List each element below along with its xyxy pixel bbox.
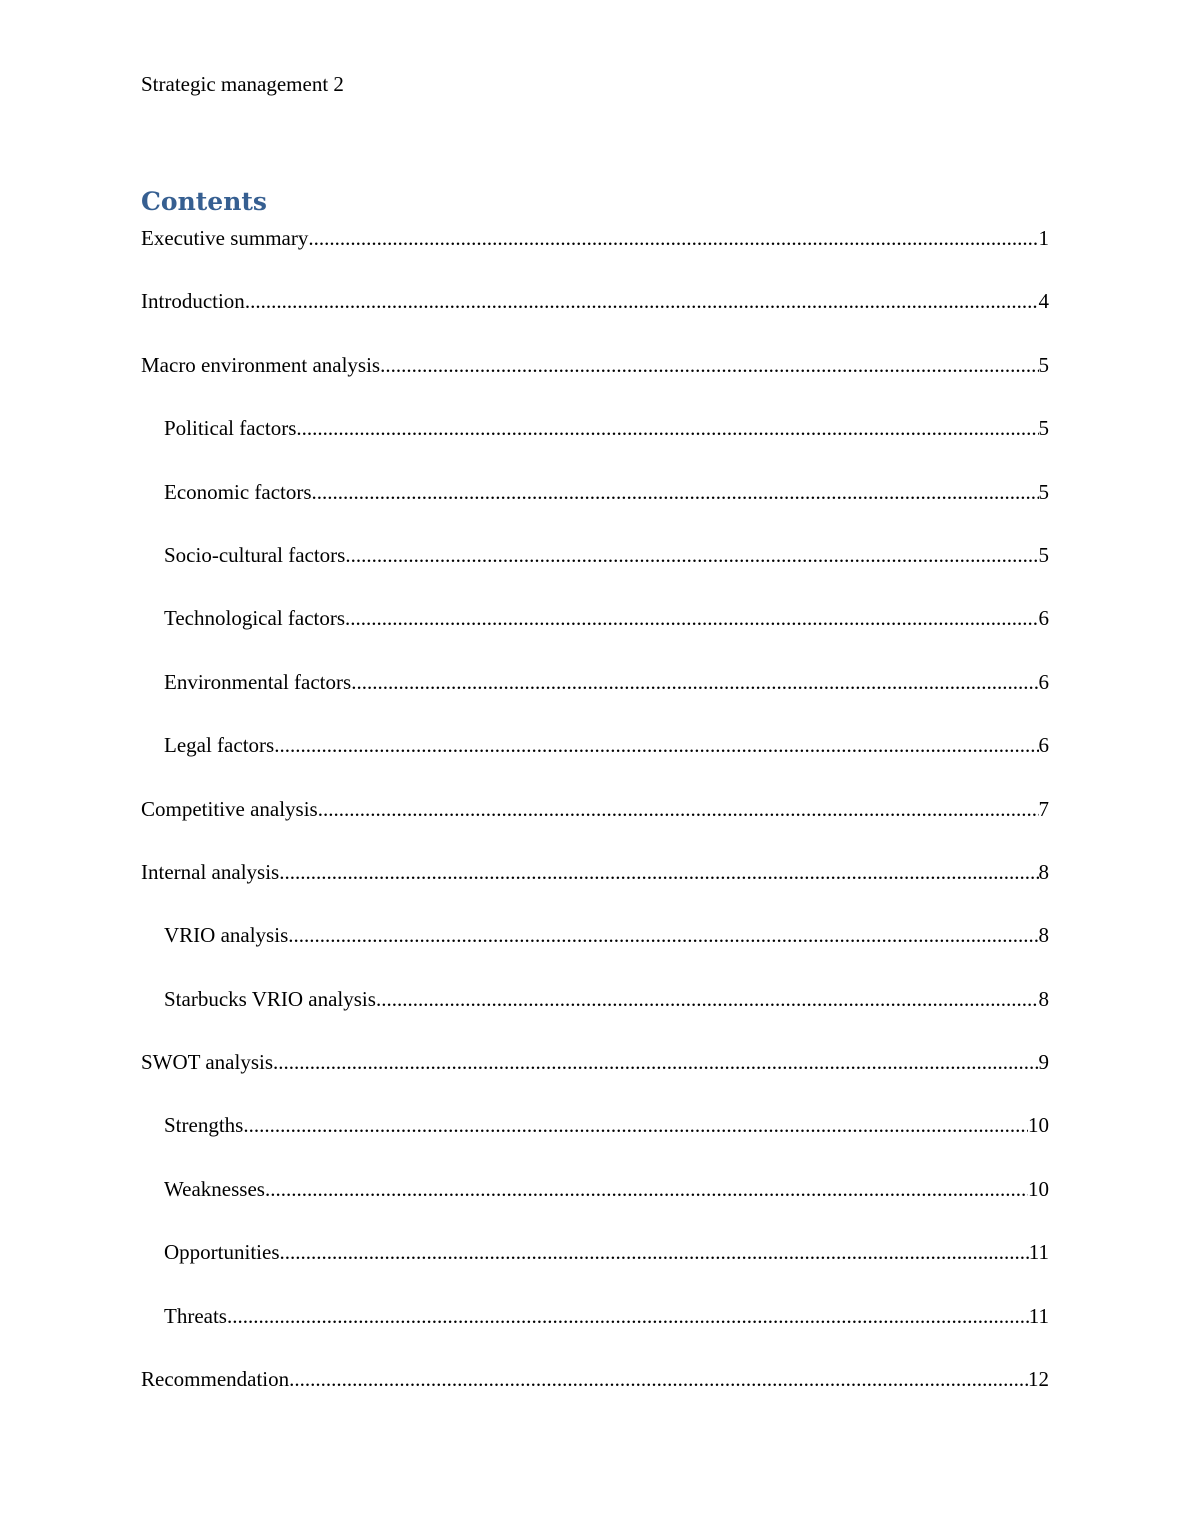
toc-entry-page-number[interactable]: 1 xyxy=(1038,226,1049,250)
toc-entry-page-number[interactable]: 8 xyxy=(1038,859,1049,884)
toc-entry[interactable] xyxy=(141,412,1049,475)
toc-entry-title[interactable]: Environmental factors xyxy=(164,669,352,694)
toc-entry-page-number[interactable]: 9 xyxy=(1038,1050,1049,1075)
toc-dot-leader xyxy=(288,919,1038,951)
toc-dot-leader xyxy=(308,222,1038,254)
toc-entry-title[interactable]: Threats xyxy=(164,1303,227,1328)
toc-entry-page-number[interactable]: 5 xyxy=(1038,416,1049,441)
toc-entry[interactable] xyxy=(141,856,1049,919)
toc-entry-title[interactable]: Internal analysis xyxy=(141,859,280,884)
toc-dot-leader xyxy=(345,602,1038,634)
toc-entry-page-number[interactable]: 7 xyxy=(1038,796,1049,821)
toc-entry-title[interactable]: Legal factors xyxy=(164,733,275,758)
toc-entry-page-number[interactable]: 4 xyxy=(1038,289,1049,314)
running-header: Strategic management 2 xyxy=(141,72,344,96)
toc-entry-page-number[interactable]: 10 xyxy=(1028,1113,1049,1138)
toc-dot-leader xyxy=(312,476,1039,508)
toc-entry[interactable] xyxy=(141,1363,1049,1426)
toc-dot-leader xyxy=(274,729,1038,761)
toc-entry-page-number[interactable]: 11 xyxy=(1028,1303,1049,1328)
table-of-contents xyxy=(141,222,1049,1426)
toc-entry-page-number[interactable]: 5 xyxy=(1038,352,1049,377)
toc-entry-title[interactable]: Strengths xyxy=(164,1113,244,1138)
toc-entry[interactable] xyxy=(141,602,1049,665)
toc-dot-leader xyxy=(227,1300,1029,1332)
toc-entry[interactable] xyxy=(141,983,1049,1046)
toc-entry[interactable] xyxy=(141,729,1049,792)
toc-dot-leader xyxy=(273,1046,1038,1078)
toc-dot-leader xyxy=(376,983,1039,1015)
toc-entry-page-number[interactable]: 10 xyxy=(1028,1176,1049,1201)
toc-entry-title[interactable]: Socio-cultural factors xyxy=(164,542,346,567)
toc-entry-title[interactable]: Introduction xyxy=(141,289,245,314)
toc-entry-page-number[interactable]: 8 xyxy=(1038,923,1049,948)
toc-entry[interactable] xyxy=(141,349,1049,412)
toc-entry[interactable] xyxy=(141,666,1049,729)
toc-dot-leader xyxy=(245,285,1039,317)
toc-entry-title[interactable]: Starbucks VRIO analysis xyxy=(164,986,376,1011)
toc-entry[interactable] xyxy=(141,1109,1049,1172)
toc-entry[interactable] xyxy=(141,476,1049,539)
toc-entry-title[interactable]: Executive summary xyxy=(141,226,309,250)
toc-entry-page-number[interactable]: 6 xyxy=(1038,669,1049,694)
toc-entry-page-number[interactable]: 8 xyxy=(1038,986,1049,1011)
toc-entry-page-number[interactable]: 5 xyxy=(1038,479,1049,504)
toc-entry[interactable] xyxy=(141,285,1049,348)
toc-entry-title[interactable]: Technological factors xyxy=(164,606,346,631)
toc-entry-title[interactable]: Recommendation xyxy=(141,1367,290,1392)
toc-dot-leader xyxy=(280,1236,1029,1268)
toc-dot-leader xyxy=(289,1363,1028,1395)
toc-entry[interactable] xyxy=(141,222,1049,285)
toc-entry[interactable] xyxy=(141,1300,1049,1363)
toc-dot-leader xyxy=(296,412,1038,444)
toc-entry[interactable] xyxy=(141,1236,1049,1299)
toc-entry[interactable] xyxy=(141,1173,1049,1236)
toc-dot-leader xyxy=(265,1173,1028,1205)
toc-entry-page-number[interactable]: 12 xyxy=(1028,1367,1049,1392)
toc-entry[interactable] xyxy=(141,793,1049,856)
toc-dot-leader xyxy=(345,539,1038,571)
toc-entry-title[interactable]: Opportunities xyxy=(164,1240,280,1265)
toc-entry-title[interactable]: Economic factors xyxy=(164,479,312,504)
toc-entry-page-number[interactable]: 6 xyxy=(1038,733,1049,758)
toc-entry-title[interactable]: Weaknesses xyxy=(164,1176,265,1201)
toc-entry[interactable] xyxy=(141,539,1049,602)
toc-entry[interactable] xyxy=(141,919,1049,982)
toc-entry-page-number[interactable]: 11 xyxy=(1028,1240,1049,1265)
toc-entry-title[interactable]: Competitive analysis xyxy=(141,796,318,821)
toc-dot-leader xyxy=(351,666,1038,698)
toc-dot-leader xyxy=(380,349,1038,381)
toc-entry-page-number[interactable]: 6 xyxy=(1038,606,1049,631)
toc-dot-leader xyxy=(279,856,1038,888)
toc-entry-title[interactable]: VRIO analysis xyxy=(164,923,289,948)
toc-dot-leader xyxy=(243,1109,1028,1141)
toc-dot-leader xyxy=(318,793,1039,825)
toc-entry-page-number[interactable]: 5 xyxy=(1038,542,1049,567)
toc-heading: Contents xyxy=(141,187,268,216)
toc-entry[interactable] xyxy=(141,1046,1049,1109)
toc-entry-title[interactable]: Macro environment analysis xyxy=(141,352,381,377)
toc-entry-title[interactable]: SWOT analysis xyxy=(141,1050,274,1075)
toc-entry-title[interactable]: Political factors xyxy=(164,416,297,441)
